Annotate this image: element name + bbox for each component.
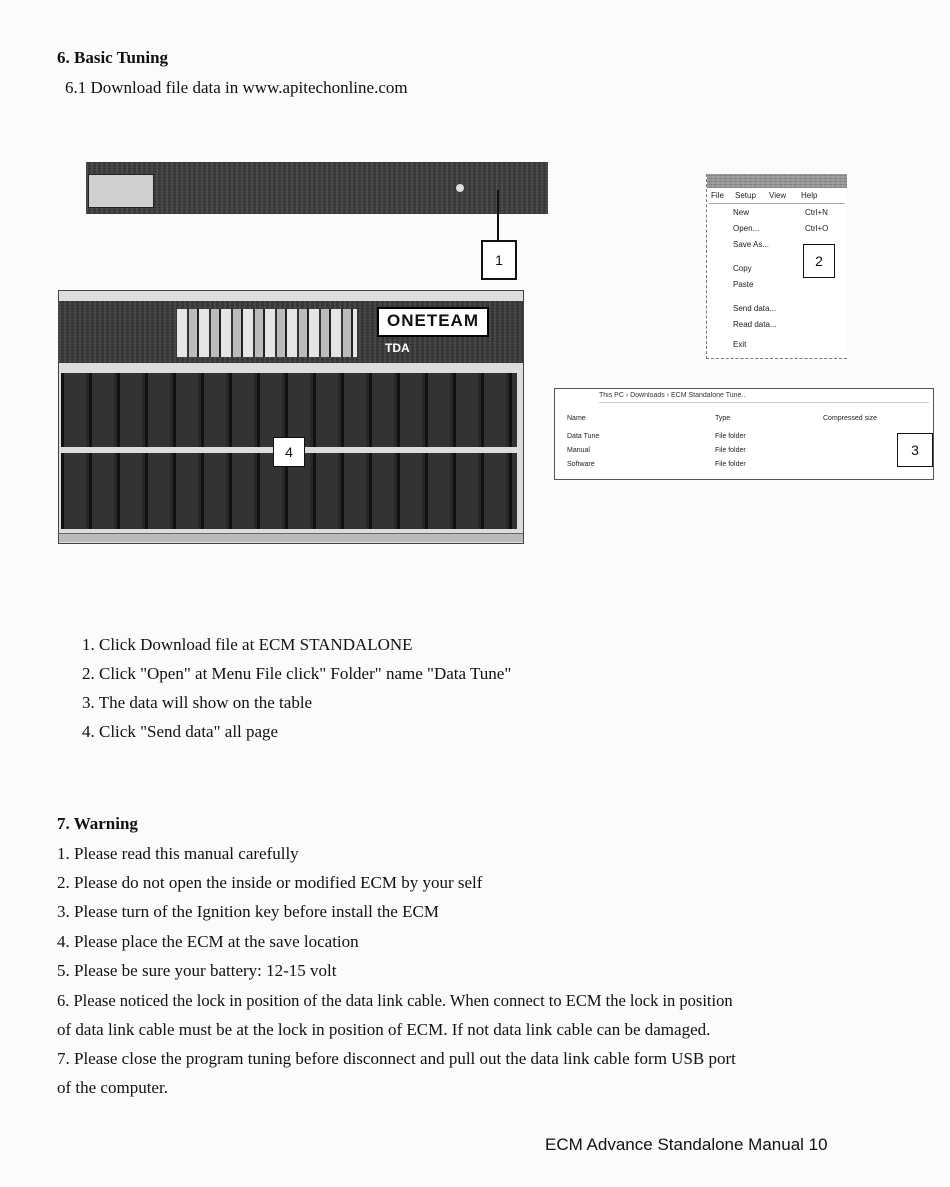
col-type[interactable]: Type <box>715 415 731 422</box>
col-size[interactable]: Compressed size <box>823 415 878 422</box>
callout-1: 1 <box>481 240 517 280</box>
menu-item-save-as[interactable]: Save As... <box>733 240 770 249</box>
menu-view[interactable]: View <box>769 191 787 200</box>
explorer-path: This PC › Downloads › ECM Standalone Tune.. <box>599 392 929 403</box>
warning-line-4: 4. Please place the ECM at the save location <box>57 932 359 951</box>
menu-shortcut-open: Ctrl+O <box>805 224 829 233</box>
callout-1-leader <box>497 190 499 240</box>
explorer-screenshot <box>554 388 934 480</box>
col-name[interactable]: Name <box>567 415 586 422</box>
menu-titlebar <box>707 174 847 188</box>
menu-item-open[interactable]: Open... <box>733 224 760 233</box>
callout-3: 3 <box>897 433 933 467</box>
warning-heading: 7. Warning <box>57 814 138 833</box>
page-footer: ECM Advance Standalone Manual 10 <box>545 1135 828 1154</box>
oneteam-logo: ONETEAM <box>377 307 489 337</box>
row-software[interactable]: Software <box>567 461 595 468</box>
menu-item-exit[interactable]: Exit <box>733 340 747 349</box>
menu-item-send-data[interactable]: Send data... <box>733 304 777 313</box>
section-subheading: 6.1 Download file data in www.apitechonline.com <box>65 78 408 97</box>
warning-line-6-cont: of data link cable must be at the lock in position of ECM. If not data link cable can be damaged. <box>57 1020 711 1039</box>
step-4: 4. Click "Send data" all page <box>82 722 279 741</box>
callout-2: 2 <box>803 244 835 278</box>
menu-bar <box>709 191 845 204</box>
row-manual-type: File folder <box>715 447 746 454</box>
warning-line-3: 3. Please turn of the Ignition key before install the ECM <box>57 902 439 921</box>
warning-line-7-cont: of the computer. <box>57 1078 168 1097</box>
menu-item-paste[interactable]: Paste <box>733 280 754 289</box>
warning-line-1: 1. Please read this manual carefully <box>57 844 299 863</box>
row-data-tune[interactable]: Data Tune <box>567 433 600 440</box>
tda-logo: TDA <box>385 341 410 355</box>
warning-line-2: 2. Please do not open the inside or modified ECM by your self <box>57 873 483 892</box>
app-header <box>59 301 523 363</box>
section-heading: 6. Basic Tuning <box>57 48 169 67</box>
toolbar-logo-block <box>88 174 154 208</box>
step-2: 2. Click "Open" at Menu File click" Folder" name "Data Tune" <box>82 664 512 683</box>
download-icon <box>456 184 464 192</box>
row-data-tune-type: File folder <box>715 433 746 440</box>
warning-line-5: 5. Please be sure your battery: 12-15 volt <box>57 961 337 980</box>
menu-item-new[interactable]: New <box>733 208 750 217</box>
step-1: 1. Click Download file at ECM STANDALONE <box>82 635 413 654</box>
step-3: 3. The data will show on the table <box>82 693 313 712</box>
menu-shortcut-new: Ctrl+N <box>805 208 828 217</box>
status-bar <box>59 533 523 542</box>
row-software-type: File folder <box>715 461 746 468</box>
warning-line-6: 6. Please noticed the lock in position of the data link cable. When connect to ECM the lock in position <box>57 991 733 1010</box>
warning-line-7: 7. Please close the program tuning before disconnect and pull out the data link cable form USB port <box>57 1049 736 1068</box>
data-table-top <box>61 373 517 447</box>
menu-help[interactable]: Help <box>801 191 818 200</box>
gauge-strip <box>177 309 357 357</box>
menu-item-copy[interactable]: Copy <box>733 264 752 273</box>
app-screenshot <box>58 290 524 544</box>
menu-screenshot <box>706 174 847 359</box>
menu-setup[interactable]: Setup <box>735 191 756 200</box>
menu-item-read-data[interactable]: Read data... <box>733 320 777 329</box>
callout-4: 4 <box>273 437 305 467</box>
toolbar-screenshot <box>86 162 548 214</box>
row-manual[interactable]: Manual <box>567 447 590 454</box>
menu-file[interactable]: File <box>711 191 724 200</box>
